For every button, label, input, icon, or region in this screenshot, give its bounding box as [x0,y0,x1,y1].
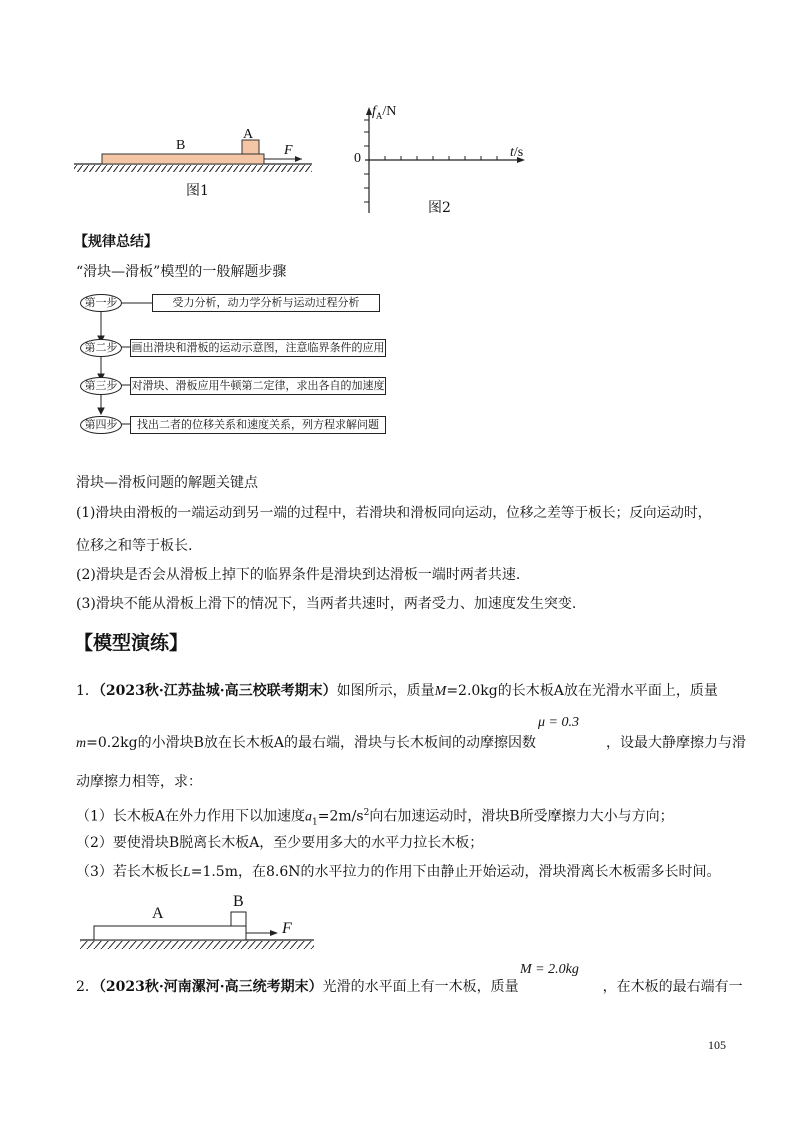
q1-line-2: m=0.2kg的小滑块B放在长木板A的最右端，滑块与长木板间的动摩擦因数 ，设最大静摩擦力与滑 [76,735,746,751]
step-3-box: 对滑块、滑板应用牛顿第二定律，求出各自的加速度 [130,377,386,395]
key-point-1-cont: 位移之和等于板长. [76,538,193,554]
q1-line-1: 1．（2023秋·江苏盐城·高三校联考期末）如图所示，质量M=2.0kg的长木板A放在光滑水平面上，质量 [76,683,718,699]
q1-figure-label-a: A [152,905,164,922]
practice-heading: 【模型演练】 [74,632,189,654]
figure-2-y-axis-label: $f_A/N$ [372,104,397,121]
summary-intro: “滑块—滑板”模型的一般解题步骤 [76,264,287,280]
key-point-3: (3)滑块不能从滑板上滑下的情况下，当两者共速时，两者受力、加速度发生突变. [76,596,577,612]
q1-sub-1: （1）长木板A在外力作用下以加速度$a_1=2m/s^2$向右加速运动时，滑块B所受摩擦力大小与方向； [76,808,674,828]
summary-heading: 【规律总结】 [74,234,158,250]
q1-sub-2: （2）要使滑块B脱离长木板A，至少要用多大的水平力拉长木板； [76,835,484,851]
q1-mu-formula: μ = 0.3 [538,715,579,730]
step-2-box: 画出滑块和滑板的运动示意图，注意临界条件的应用 [130,339,386,357]
q2-line-1: 2．（2023秋·河南漯河·高三统考期末）光滑的水平面上有一木板，质量 ，在木板的最右端有一 [76,979,743,995]
figure-2-x-axis-label: t/s [510,145,524,160]
board-b [102,154,264,164]
q1-sub-3: （3）若长木板长L=1.5m，在8.6N的水平拉力的作用下由静止开始运动，滑块滑离长木板需多长时间。 [76,864,721,880]
q1-figure-label-f: F [282,920,292,937]
figure-2-caption: 图2 [428,200,451,216]
step-1-box: 受力分析，动力学分析与运动过程分析 [152,294,380,312]
step-1-label: 第一步 [80,294,122,312]
q2-mass-formula: M = 2.0kg [520,962,579,977]
step-4-box: 找出二者的位移关系和速度关系，列方程求解问题 [130,416,386,434]
key-point-1: (1)滑块由滑板的一端运动到另一端的过程中，若滑块和滑板同向运动，位移之差等于板长；反向运动时， [76,505,712,521]
step-2-label: 第二步 [80,339,122,357]
q1-line-3: 动摩擦力相等，求： [76,774,202,790]
q1-figure-label-b: B [233,893,244,910]
figure-1-caption: 图1 [186,183,209,199]
q1-board-a [94,926,246,940]
key-points-title: 滑块—滑板问题的解题关键点 [76,475,258,491]
figure-1-label-a: A [243,127,254,142]
step-4-label: 第四步 [80,416,122,434]
q1-block-b [231,912,246,926]
step-3-label: 第三步 [80,377,122,395]
page-number: 105 [708,1038,726,1052]
figure-2-origin: 0 [354,151,361,166]
figure-1-label-f: F [284,143,293,158]
figure-1-label-b: B [176,138,186,153]
key-point-2: (2)滑块是否会从滑板上掉下的临界条件是滑块到达滑板一端时两者共速. [76,567,521,583]
q1-figure [74,908,314,958]
